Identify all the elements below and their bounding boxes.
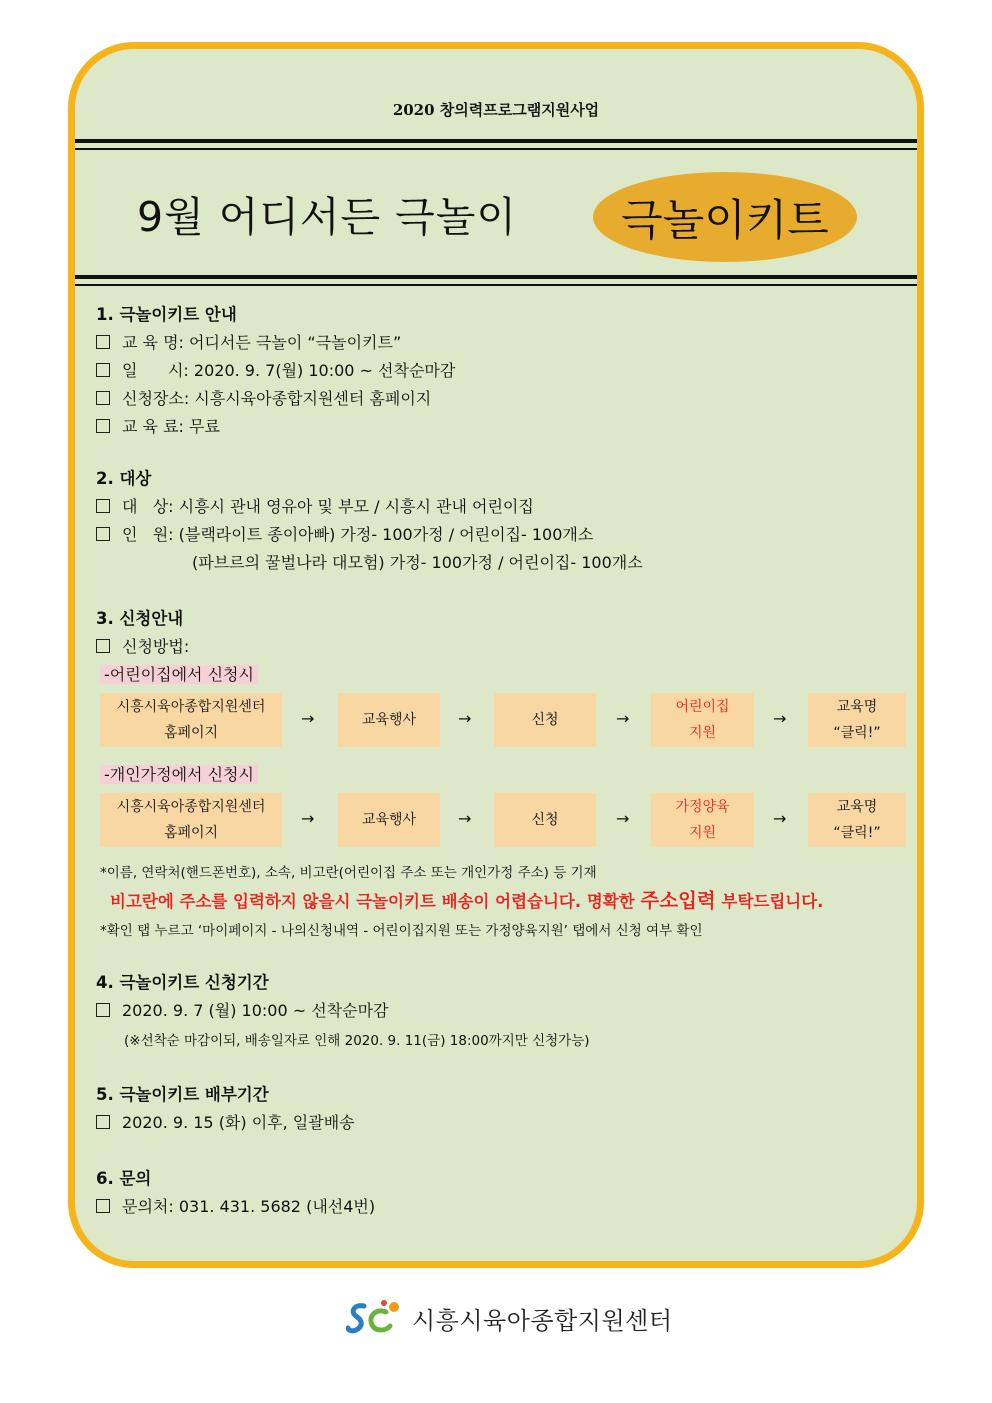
flow-step-click-course: 교육명 “클릭!” — [808, 793, 906, 847]
arrow-icon: → — [458, 709, 472, 728]
period-note: (※선착순 마감이되, 배송일자로 인해 2020. 9. 11(금) 18:00까지만 신청가능) — [124, 1033, 590, 1049]
info-item: 문의처: 031. 431. 5682 (내선4번) — [96, 1195, 375, 1219]
notice-frame — [68, 42, 924, 1268]
info-item: 교 육 명: 어디서든 극놀이 “극놀이키트” — [96, 331, 401, 355]
project-name: 2020 창의력프로그램지원사업 — [392, 101, 600, 119]
info-item: 교 육 료: 무료 — [96, 415, 220, 439]
info-item: 대 상: 시흥시 관내 영유아 및 부모 / 시흥시 관내 어린이집 — [96, 495, 534, 519]
flow-step-home-support: 가정양육 지원 — [651, 793, 754, 847]
info-item: 신청방법: — [96, 635, 189, 659]
checkbox-icon — [96, 1115, 110, 1129]
info-item: 2020. 9. 15 (화) 이후, 일괄배송 — [96, 1111, 355, 1135]
kit-badge-label: 극놀이키트 — [621, 195, 829, 246]
flow-step-daycare-support: 어린이집 지원 — [651, 693, 754, 747]
top-rule-thin — [75, 148, 917, 150]
home-label: -개인가정에서 신청시 — [100, 763, 258, 787]
bottom-rule-thick — [75, 275, 917, 279]
section-heading: 4. 극놀이키트 신청기간 — [96, 973, 269, 992]
address-warning: 비고란에 주소를 입력하지 않을시 극놀이키트 배송이 어렵습니다. 명확한 주소입력 부탁드립니다. — [110, 889, 824, 912]
flow-step-apply: 신청 — [494, 793, 596, 847]
sc-logo-icon — [346, 1298, 404, 1338]
arrow-icon: → — [616, 809, 630, 828]
info-item: 2020. 9. 7 (월) 10:00 ~ 선착순마감 — [96, 999, 389, 1023]
checkbox-icon — [96, 363, 110, 377]
checkbox-icon — [96, 335, 110, 349]
footer-logo — [346, 1298, 673, 1338]
checkbox-icon — [96, 1199, 110, 1213]
arrow-icon: → — [616, 709, 630, 728]
arrow-icon: → — [773, 709, 787, 728]
section-heading: 5. 극놀이키트 배부기간 — [96, 1085, 269, 1104]
checkbox-icon — [96, 499, 110, 513]
note-required-fields: *이름, 연락처(핸드폰번호), 소속, 비고란(어린이집 주소 또는 개인가정 주소) 등 기재 — [100, 865, 597, 881]
bottom-rule-thin — [75, 284, 917, 286]
flow-step-click-course: 교육명 “클릭!” — [808, 693, 906, 747]
section-heading: 1. 극놀이키트 안내 — [96, 305, 237, 324]
flow-step-edu-event: 교육행사 — [338, 693, 440, 747]
section-heading: 3. 신청안내 — [96, 609, 184, 628]
arrow-icon: → — [773, 809, 787, 828]
info-item: (파브르의 꿀벌나라 대모험) 가정- 100가정 / 어린이집- 100개소 — [192, 553, 643, 572]
top-rule-thick — [75, 139, 917, 143]
arrow-icon: → — [301, 709, 315, 728]
arrow-icon: → — [301, 809, 315, 828]
kit-badge — [593, 172, 857, 262]
checkbox-icon — [96, 419, 110, 433]
section-heading: 6. 문의 — [96, 1169, 152, 1188]
info-item: 인 원: (블랙라이트 종이아빠) 가정- 100가정 / 어린이집- 100개소 — [96, 523, 593, 547]
info-item: 일 시: 2020. 9. 7(월) 10:00 ~ 선착순마감 — [96, 359, 455, 383]
flow-step-edu-event: 교육행사 — [338, 793, 440, 847]
checkbox-icon — [96, 1003, 110, 1017]
checkbox-icon — [96, 391, 110, 405]
page-title: 9월 어디서든 극놀이 — [137, 193, 517, 241]
daycare-label: -어린이집에서 신청시 — [100, 663, 258, 687]
flow-step-homepage: 시흥시육아종합지원센터 홈페이지 — [100, 793, 282, 847]
arrow-icon: → — [458, 809, 472, 828]
checkbox-icon — [96, 639, 110, 653]
info-item: 신청장소: 시흥시육아종합지원센터 홈페이지 — [96, 387, 431, 411]
flow-step-homepage: 시흥시육아종합지원센터 홈페이지 — [100, 693, 282, 747]
note-confirm: *확인 탭 누르고 ‘마이페이지 - 나의신청내역 - 어린이집지원 또는 가정양육지원’ 탭에서 신청 여부 확인 — [100, 923, 703, 939]
org-name: 시흥시육아종합지원센터 — [412, 1306, 673, 1335]
checkbox-icon — [96, 527, 110, 541]
flow-step-apply: 신청 — [494, 693, 596, 747]
section-heading: 2. 대상 — [96, 469, 152, 488]
